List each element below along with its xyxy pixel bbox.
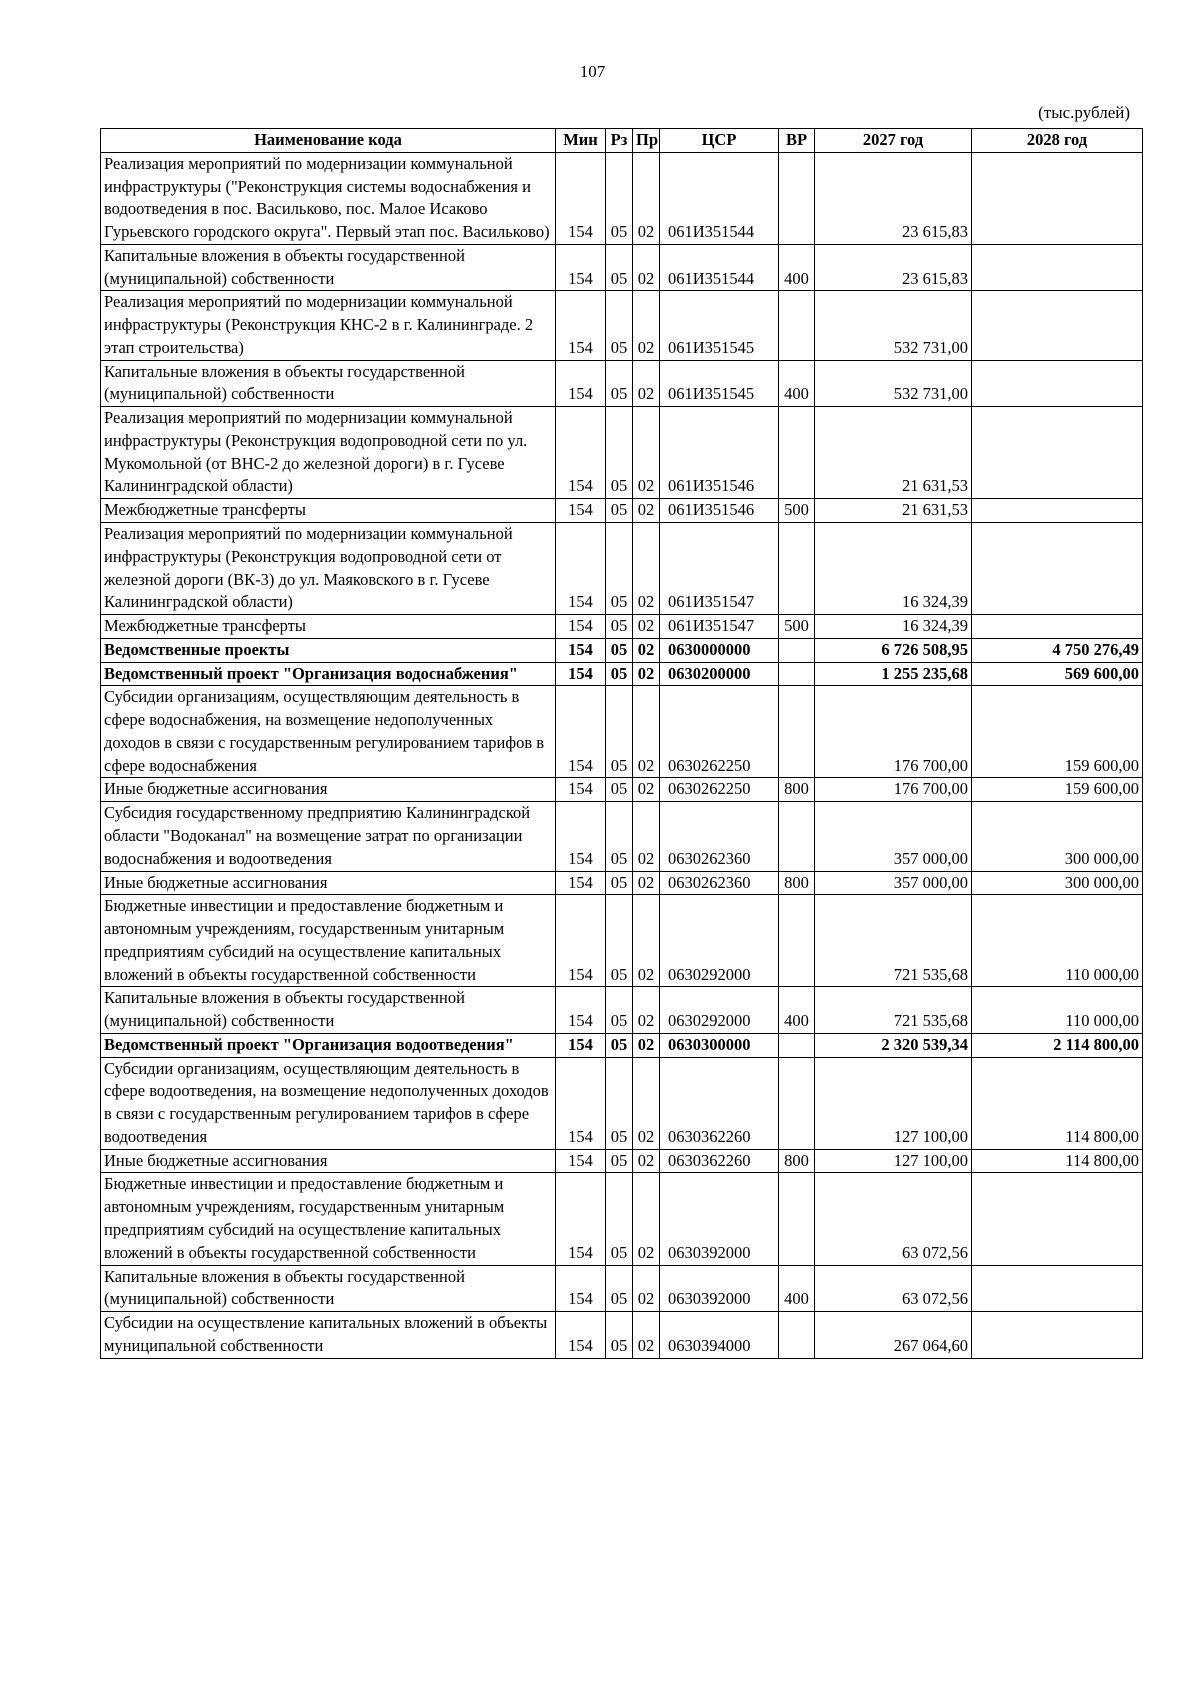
cell-2028: 569 600,00 [972,662,1143,686]
cell-pr: 02 [633,1057,660,1149]
cell-2027: 176 700,00 [815,686,972,778]
table-row [101,662,1143,686]
cell-pr: 02 [633,686,660,778]
header-2027: 2027 год [815,129,972,153]
header-pr: Пр [633,129,660,153]
table-body [101,152,1143,1358]
cell-csr: 0630262250 [660,686,779,778]
cell-min: 154 [556,987,606,1034]
cell-pr: 02 [633,407,660,499]
cell-rz: 05 [606,499,633,523]
cell-min: 154 [556,638,606,662]
cell-vr: 500 [779,499,815,523]
cell-vr: 400 [779,244,815,291]
cell-name: Субсидии организациям, осуществляющим деятельность в сфере водоотведения, на возмещение недополученных доходов в связи с государственным регулированием тарифов в сфере водоотведения [101,1057,556,1149]
header-2028: 2028 год [972,129,1143,153]
cell-pr: 02 [633,895,660,987]
cell-name: Реализация мероприятий по модернизации коммунальной инфраструктуры ("Реконструкция системы водоснабжения и водоотведения в пос. Васильково, пос. Малое Исаково Гурьевского городского округа". Первый этап пос. Васильково) [101,152,556,244]
cell-name: Субсидии на осуществление капитальных вложений в объекты муниципальной собственности [101,1312,556,1359]
cell-2027: 532 731,00 [815,360,972,407]
cell-2028 [972,615,1143,639]
cell-min: 154 [556,615,606,639]
budget-table [100,128,1143,1359]
cell-2027: 357 000,00 [815,802,972,871]
cell-vr: 400 [779,987,815,1034]
cell-rz: 05 [606,895,633,987]
cell-vr: 800 [779,871,815,895]
cell-csr: 0630262360 [660,871,779,895]
cell-csr: 061И351545 [660,360,779,407]
cell-rz: 05 [606,871,633,895]
cell-name: Капитальные вложения в объекты государственной (муниципальной) собственности [101,360,556,407]
cell-csr: 061И351544 [660,244,779,291]
table-row [101,638,1143,662]
header-name: Наименование кода [101,129,556,153]
cell-name: Бюджетные инвестиции и предоставление бюджетным и автономным учреждениям, государственным унитарным предприятиям субсидий на осуществление капитальных вложений в объекты государственной собственности [101,1173,556,1265]
cell-name: Ведомственный проект "Организация водоснабжения" [101,662,556,686]
cell-vr [779,1033,815,1057]
cell-2027: 127 100,00 [815,1057,972,1149]
cell-pr: 02 [633,1149,660,1173]
cell-rz: 05 [606,778,633,802]
table-row [101,1033,1143,1057]
cell-2028 [972,360,1143,407]
cell-name: Межбюджетные трансферты [101,499,556,523]
cell-min: 154 [556,291,606,360]
cell-rz: 05 [606,615,633,639]
cell-2027: 1 255 235,68 [815,662,972,686]
cell-min: 154 [556,871,606,895]
table-row [101,244,1143,291]
cell-min: 154 [556,1057,606,1149]
cell-min: 154 [556,778,606,802]
cell-pr: 02 [633,1312,660,1359]
cell-csr: 0630200000 [660,662,779,686]
cell-csr: 061И351545 [660,291,779,360]
cell-vr [779,638,815,662]
cell-rz: 05 [606,802,633,871]
cell-2027: 63 072,56 [815,1265,972,1312]
cell-name: Капитальные вложения в объекты государственной (муниципальной) собственности [101,1265,556,1312]
cell-2027: 6 726 508,95 [815,638,972,662]
header-rz: Рз [606,129,633,153]
cell-pr: 02 [633,778,660,802]
cell-min: 154 [556,662,606,686]
cell-2028: 159 600,00 [972,686,1143,778]
cell-vr: 800 [779,778,815,802]
table-row [101,778,1143,802]
cell-2028 [972,244,1143,291]
cell-vr [779,523,815,615]
cell-min: 154 [556,802,606,871]
table-header-row [101,129,1143,153]
cell-2028 [972,152,1143,244]
table-row [101,1149,1143,1173]
cell-name: Субсидии организациям, осуществляющим деятельность в сфере водоснабжения, на возмещение недополученных доходов в связи с государственным регулированием тарифов в сфере водоснабжения [101,686,556,778]
cell-2028: 300 000,00 [972,802,1143,871]
cell-pr: 02 [633,1173,660,1265]
cell-rz: 05 [606,1173,633,1265]
cell-min: 154 [556,360,606,407]
cell-2027: 721 535,68 [815,895,972,987]
cell-vr: 400 [779,360,815,407]
header-min: Мин [556,129,606,153]
cell-rz: 05 [606,523,633,615]
cell-vr: 500 [779,615,815,639]
cell-rz: 05 [606,987,633,1034]
cell-csr: 0630292000 [660,987,779,1034]
cell-2027: 127 100,00 [815,1149,972,1173]
cell-csr: 0630300000 [660,1033,779,1057]
cell-2028: 114 800,00 [972,1057,1143,1149]
cell-pr: 02 [633,523,660,615]
cell-rz: 05 [606,638,633,662]
cell-vr: 400 [779,1265,815,1312]
cell-2028: 110 000,00 [972,987,1143,1034]
cell-vr [779,895,815,987]
cell-pr: 02 [633,871,660,895]
cell-vr [779,152,815,244]
cell-csr: 0630394000 [660,1312,779,1359]
cell-2028: 159 600,00 [972,778,1143,802]
table-row [101,895,1143,987]
cell-pr: 02 [633,152,660,244]
cell-csr: 061И351544 [660,152,779,244]
cell-2027: 21 631,53 [815,499,972,523]
cell-pr: 02 [633,615,660,639]
cell-vr [779,1312,815,1359]
cell-rz: 05 [606,244,633,291]
cell-rz: 05 [606,1033,633,1057]
cell-vr [779,1057,815,1149]
cell-min: 154 [556,407,606,499]
cell-2028 [972,407,1143,499]
cell-csr: 0630292000 [660,895,779,987]
cell-name: Межбюджетные трансферты [101,615,556,639]
cell-2028: 110 000,00 [972,895,1143,987]
cell-rz: 05 [606,686,633,778]
cell-name: Капитальные вложения в объекты государственной (муниципальной) собственности [101,987,556,1034]
cell-csr: 0630000000 [660,638,779,662]
cell-2027: 721 535,68 [815,987,972,1034]
units-label: (тыс.рублей) [1038,103,1130,122]
cell-pr: 02 [633,987,660,1034]
cell-rz: 05 [606,662,633,686]
cell-csr: 0630392000 [660,1265,779,1312]
cell-pr: 02 [633,802,660,871]
cell-pr: 02 [633,291,660,360]
cell-vr [779,1173,815,1265]
cell-min: 154 [556,1312,606,1359]
table-row [101,152,1143,244]
cell-min: 154 [556,895,606,987]
cell-rz: 05 [606,291,633,360]
cell-2027: 21 631,53 [815,407,972,499]
cell-csr: 061И351547 [660,615,779,639]
cell-2027: 176 700,00 [815,778,972,802]
cell-rz: 05 [606,1149,633,1173]
cell-2027: 357 000,00 [815,871,972,895]
cell-vr: 800 [779,1149,815,1173]
cell-rz: 05 [606,1057,633,1149]
cell-pr: 02 [633,638,660,662]
cell-name: Иные бюджетные ассигнования [101,778,556,802]
cell-2028 [972,1173,1143,1265]
cell-2027: 23 615,83 [815,244,972,291]
cell-csr: 0630392000 [660,1173,779,1265]
cell-min: 154 [556,523,606,615]
cell-min: 154 [556,686,606,778]
cell-2028: 4 750 276,49 [972,638,1143,662]
cell-name: Бюджетные инвестиции и предоставление бюджетным и автономным учреждениям, государственным унитарным предприятиям субсидий на осуществление капитальных вложений в объекты государственной собственности [101,895,556,987]
table-row [101,291,1143,360]
cell-min: 154 [556,1173,606,1265]
cell-vr [779,291,815,360]
cell-csr: 0630362260 [660,1057,779,1149]
cell-csr: 0630262360 [660,802,779,871]
cell-2028: 2 114 800,00 [972,1033,1143,1057]
cell-pr: 02 [633,244,660,291]
table-row [101,360,1143,407]
table-row [101,1057,1143,1149]
cell-2027: 532 731,00 [815,291,972,360]
cell-2028 [972,1265,1143,1312]
cell-2027: 16 324,39 [815,523,972,615]
cell-2028 [972,291,1143,360]
table-row [101,615,1143,639]
cell-vr [779,662,815,686]
cell-name: Иные бюджетные ассигнования [101,1149,556,1173]
cell-min: 154 [556,1149,606,1173]
cell-2027: 267 064,60 [815,1312,972,1359]
header-csr: ЦСР [660,129,779,153]
cell-name: Реализация мероприятий по модернизации коммунальной инфраструктуры (Реконструкция водопроводной сети по ул. Мукомольной (от ВНС-2 до железной дороги) в г. Гусеве Калининградской области) [101,407,556,499]
cell-2027: 2 320 539,34 [815,1033,972,1057]
cell-name: Субсидия государственному предприятию Калининградской области "Водоканал" на возмещение затрат по организации водоснабжения и водоотведения [101,802,556,871]
cell-min: 154 [556,1265,606,1312]
table-row [101,499,1143,523]
cell-csr: 061И351547 [660,523,779,615]
cell-csr: 0630262250 [660,778,779,802]
table-row [101,1173,1143,1265]
cell-csr: 061И351546 [660,407,779,499]
cell-min: 154 [556,152,606,244]
cell-name: Реализация мероприятий по модернизации коммунальной инфраструктуры (Реконструкция КНС-2 в г. Калининграде. 2 этап строительства) [101,291,556,360]
cell-rz: 05 [606,1265,633,1312]
cell-min: 154 [556,499,606,523]
cell-2028 [972,1312,1143,1359]
cell-rz: 05 [606,1312,633,1359]
cell-2028: 300 000,00 [972,871,1143,895]
cell-name: Реализация мероприятий по модернизации коммунальной инфраструктуры (Реконструкция водопроводной сети от железной дороги (ВК-3) до ул. Маяковского в г. Гусеве Калининградской области) [101,523,556,615]
cell-vr [779,802,815,871]
table-row [101,407,1143,499]
table-row [101,871,1143,895]
header-vr: ВР [779,129,815,153]
table-row [101,1265,1143,1312]
cell-2027: 16 324,39 [815,615,972,639]
cell-name: Ведомственный проект "Организация водоотведения" [101,1033,556,1057]
cell-name: Ведомственные проекты [101,638,556,662]
cell-rz: 05 [606,407,633,499]
cell-2028: 114 800,00 [972,1149,1143,1173]
cell-vr [779,686,815,778]
cell-name: Капитальные вложения в объекты государственной (муниципальной) собственности [101,244,556,291]
cell-2027: 23 615,83 [815,152,972,244]
cell-csr: 061И351546 [660,499,779,523]
table-row [101,523,1143,615]
table-row [101,1312,1143,1359]
table-row [101,987,1143,1034]
page-number: 107 [579,62,606,81]
table-row [101,686,1143,778]
cell-rz: 05 [606,360,633,407]
cell-vr [779,407,815,499]
cell-rz: 05 [606,152,633,244]
cell-2028 [972,499,1143,523]
cell-csr: 0630362260 [660,1149,779,1173]
cell-pr: 02 [633,662,660,686]
cell-pr: 02 [633,499,660,523]
cell-2027: 63 072,56 [815,1173,972,1265]
cell-2028 [972,523,1143,615]
cell-pr: 02 [633,1265,660,1312]
cell-min: 154 [556,244,606,291]
cell-pr: 02 [633,360,660,407]
cell-name: Иные бюджетные ассигнования [101,871,556,895]
cell-min: 154 [556,1033,606,1057]
table-row [101,802,1143,871]
cell-pr: 02 [633,1033,660,1057]
